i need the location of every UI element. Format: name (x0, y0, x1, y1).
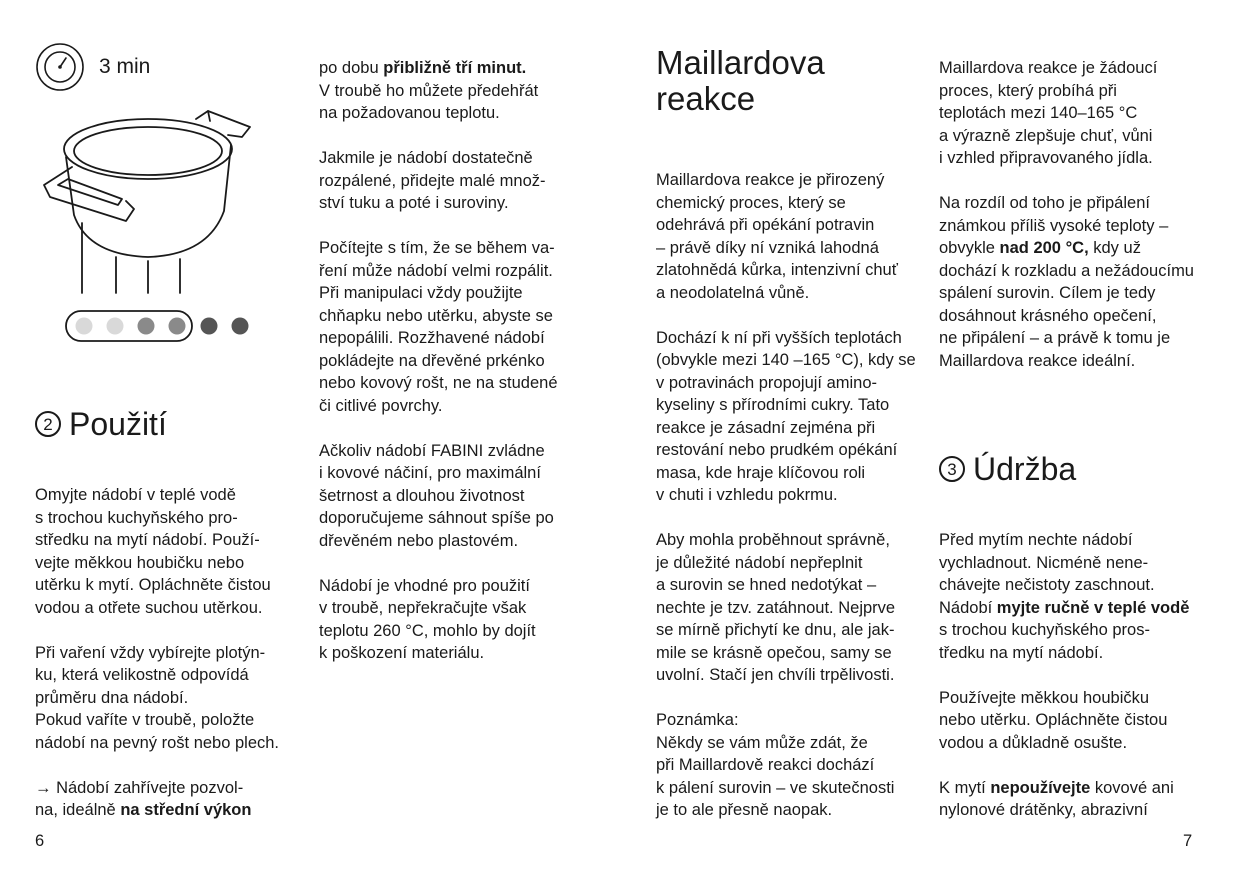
paragraph: Omyjte nádobí v teplé vodě s trochou kuchyňského pro- středku na mytí nádobí. Použí- vejte měkkou houbičku nebo utěrku k mytí. Opláchněte čistou vodou a otřete suchou utěrkou. (35, 486, 271, 617)
section-title: Použití (69, 406, 167, 442)
paragraph: Aby mohla proběhnout správně, je důležité nádobí nepřeplnit a surovin se hned nedotýkat – nechte je tzv. zatáhnout. Nejprve se mírně přichytí ke dnu, ale jak- mile se krásně opečou, samy se uvolní. Stačí jen chvíli trpělivosti. (656, 531, 896, 684)
usage-text (35, 484, 305, 822)
paragraph: → Nádobí zahřívejte pozvol- na, ideálně na střední výkon (35, 778, 252, 819)
stopwatch-icon (35, 42, 85, 92)
maillard-text (656, 169, 931, 822)
section-usage-heading (35, 404, 167, 444)
paragraph: Při vaření vždy vybírejte plotýn- ku, která velikostně odpovídá průměru dna nádobí. Pokud vaříte v troubě, položte nádobí na pevný rošt nebo plech. (35, 643, 280, 752)
heat-dot (201, 318, 218, 335)
heat-dot (76, 318, 93, 335)
paragraph: Dochází k ní při vyšších teplotách (obvykle mezi 140 –165 °C), kdy se v potravinách propojují amino- kyseliny s přírodními cukry. Tato reakce je zásadní zejména při restování nebo prudkém opékání masa, kde hraje klíčovou roli v chuti i vzhledu pokrmu. (656, 328, 916, 504)
heat-dot (107, 318, 124, 335)
timer (35, 42, 150, 92)
paragraph: Maillardova reakce je přirozený chemický proces, který se odehrává při opékání potravin – právě díky ní vzniká lahodná zlatohnědá kůrka, intenzivní chuť a neodolatelná vůně. (656, 171, 898, 302)
paragraph: Jakmile je nádobí dostatečně rozpálené, přidejte malé množ- ství tuku a poté i suroviny. (319, 149, 546, 212)
maillard-heading: Maillardova reakce (656, 44, 825, 117)
paragraph: Na rozdíl od toho je připálení známkou příliš vysoké teploty – obvykle nad 200 °C, kdy už dochází k rozkladu a nežádoucímu spálení surovin. Cílem je tedy dosáhnout krásného opečení, ne připálení – a právě k tomu je Maillardova reakce ideální. (939, 194, 1194, 370)
heat-dot (232, 318, 249, 335)
heat-dot (169, 318, 186, 335)
paragraph: Ačkoliv nádobí FABINI zvládne i kovové náčiní, pro maximální šetrnost a dlouhou životnost doporučujeme sáhnout spíše po dřevěném nebo plastovém. (319, 441, 554, 550)
paragraph: Používejte měkkou houbičku nebo utěrku. Opláchněte čistou vodou a důkladně osušte. (939, 688, 1168, 752)
paragraph: Počítejte s tím, že se během va- ření může nádobí velmi rozpálit. Při manipulaci vždy použijte chňapku nebo utěrku, abyste se nepopálili. Rozžhavené nádobí pokládejte na dřevěné prkénko nebo kovový rošt, ne na studené či citlivé povrchy. (319, 239, 558, 415)
page-number-right: 7 (1183, 832, 1193, 850)
section-maintenance-heading (939, 449, 1076, 489)
maintenance-text (939, 529, 1219, 822)
paragraph: po dobu přibližně tří minut. V troubě ho můžete předehřát na požadovanou teplotu. (319, 59, 539, 122)
column-4-text (939, 57, 1219, 372)
paragraph: K mytí nepoužívejte kovové ani nylonové drátěnky, abrazivní (939, 778, 1174, 819)
page-number-left: 6 (35, 832, 45, 850)
column-2-text (319, 57, 594, 687)
heat-dot (138, 318, 155, 335)
timer-label: 3 min (99, 55, 151, 78)
note: Poznámka: Někdy se vám může zdát, že při Maillardově reakci dochází k pálení surovin – ve skutečnosti je to ale přesně naopak. (656, 711, 895, 819)
section-number: 2 (35, 411, 61, 437)
paragraph: Maillardova reakce je žádoucí proces, který probíhá při teplotách mezi 140–165 °C a výrazně zlepšuje chuť, vůni i vzhled připravovaného jídla. (939, 59, 1158, 167)
section-title: Údržba (973, 451, 1077, 487)
paragraph: Nádobí je vhodné pro použití v troubě, nepřekračujte však teplotu 260 °C, mohlo by dojít k poškození materiálu. (319, 576, 536, 662)
pot-on-stove-icon (38, 105, 268, 345)
paragraph: Před mytím nechte nádobí vychladnout. Nicméně nene- chávejte nečistoty zaschnout. Nádobí myjte ručně v teplé vodě s trochou kuchyňského pros- tředku na mytí nádobí. (939, 531, 1190, 662)
section-number: 3 (939, 456, 965, 482)
